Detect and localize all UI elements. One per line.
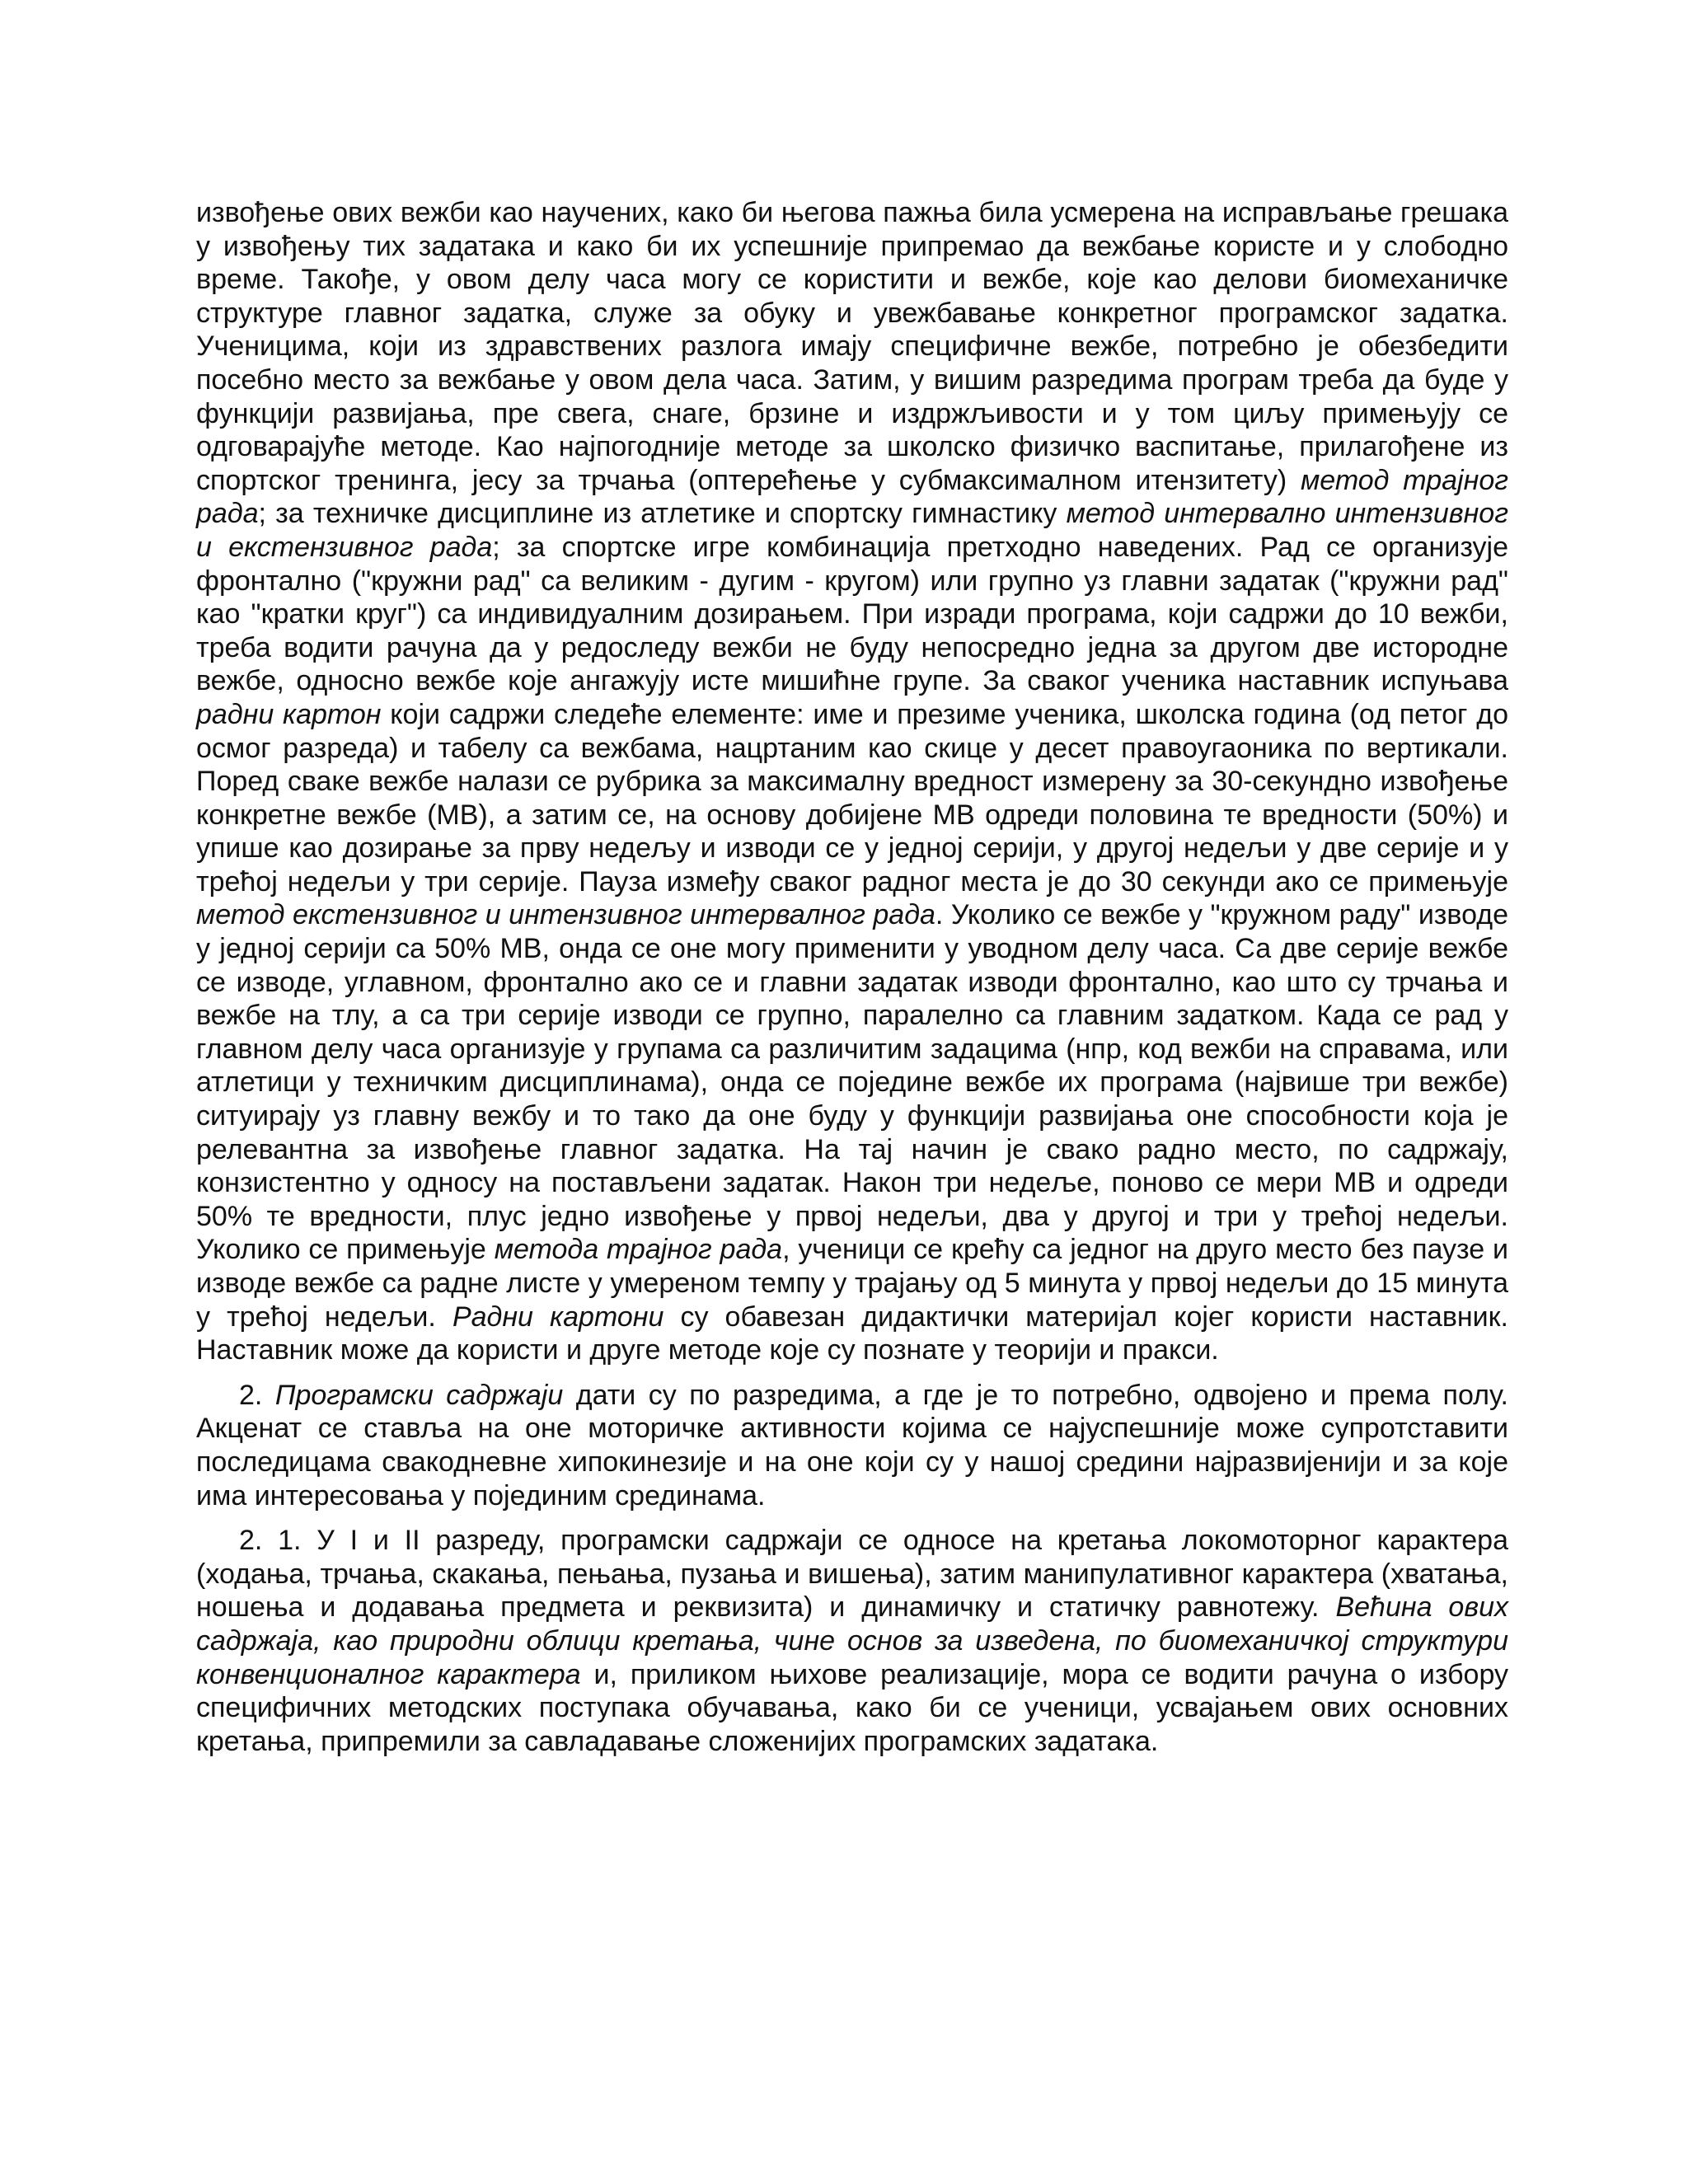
body-paragraph bbox=[196, 196, 1508, 1367]
text-run: , ученици се крећу са једног на друго место без паузе и изводе вежбе са радне листе у умереном темпу у трајању од 5 минута у првој недељи до 15 минута у трећој недељи. bbox=[196, 1234, 1509, 1333]
italic-phrase: Програмски садржаји bbox=[274, 1379, 564, 1411]
text-run: . Уколико се вежбе у "кружном раду" изводе у једној серији са 50% МВ, онда се оне могу применити у уводном делу часа. Са две серије вежбе се изводе, углавном, фронтално ако се и главни задатак изводи фронтално, као што су трчања и вежбе на тлу, а са три серије изводи се групно, паралелно са главним задатком. Када се рад у главном делу часа организује у групама са различитим задацима (нпр, код вежби на справама, или атлетици у техничким дисциплинама), онда се поједине вежбе их програма (највише три вежбе) ситуирају уз главну вежбу и то тако да оне буду у функцији развијања оне способности која је релевантна за извођење главног задатка. На тај начин је свако радно место, по садржају, конзистентно у односу на постављени задатак. Након три недеље, поново се мери МВ и одреди 50% те вредности, плус једно извођење у првој недељи, два у другој и три у трећој недељи. Уколико се примењује bbox=[196, 899, 1508, 1266]
text-run: 2. 1. У I и II разреду, програмски садржаји се односе на кретања локомоторног карактера (ходања, трчања, скакања, пењања, пузања и вишења), затим манипулативног карактера (хватања, ношења и додавања предмета и реквизита) и динамичку и статичку равнотежу. bbox=[196, 1525, 1508, 1624]
text-run: 2. bbox=[239, 1379, 275, 1411]
text-run: и, приликом њихове реализације, мора се водити рачуна о избору специфичних методских поступака обучавања, како би се ученици, усвајањем ових основних кретања, припремили за савладавање сложенијих програмских задатака. bbox=[196, 1658, 1508, 1757]
body-paragraph bbox=[196, 1379, 1508, 1512]
italic-phrase: метод интервално интензивног и екстензивног рада bbox=[196, 498, 1508, 563]
text-run: који садржи следеће елементе: име и презиме ученика, школска година (од петог до осмог разреда) и табелу са вежбама, нацртаним као скице у десет правоугаоника по вертикали. Поред сваке вежбе налази се рубрика за максималну вредност измерену за 30-секундно извођење конкретне вежбе (МВ), а затим се, на основу добијене МВ одреди половина те вредности (50%) и упише као дозирање за прву недељу и изводи се у једној серији, у другој недељи у две серије и у трећој недељи у три серије. Пауза између сваког радног места је до 30 секунди ако се примењује bbox=[196, 698, 1509, 898]
italic-phrase: радни картон bbox=[196, 698, 382, 730]
text-run: су обавезан дидактички материјал којег користи наставник. Наставник може да користи и друге методе које су познате у теорији и пракси. bbox=[196, 1301, 1508, 1366]
italic-phrase: Већина ових садржаја, као природни облици кретања, чине основ за изведена, по биомеханичкој структури конвенционалног карактера bbox=[196, 1591, 1508, 1690]
italic-phrase: метода трајног рада bbox=[494, 1234, 783, 1266]
italic-phrase: Радни картони bbox=[452, 1301, 664, 1333]
text-run: ; за техничке дисциплине из атлетике и спортску гимнастику bbox=[258, 498, 1067, 530]
text-run: ; за спортске игре комбинација претходно наведених. Рад се организује фронтално ("кружни рад" са великим - дугим - кругом) или групно уз главни задатак ("кружни рад" као "кратки круг") са индивидуалним дозирањем. При изради програма, који садржи до 10 вежби, треба водити рачуна да у редоследу вежби не буду непосредно једна за другом две истородне вежбе, односно вежбе које ангажују исте мишићне групе. За сваког ученика наставник испуњава bbox=[196, 531, 1508, 697]
document-page bbox=[196, 196, 1508, 1758]
text-run: извођење ових вежби као научених, како би његова пажња била усмерена на исправљање грешака у извођењу тих задатака и како би их успешније припремао да вежбање користе и у слободно време. Такође, у овом делу часа могу се користити и вежбе, које као делови биомеханичке структуре главног задатка, служе за обуку и увежбавање конкретног програмског задатка. Ученицима, који из здравствених разлога имају специфичне вежбе, потребно је обезбедити посебно место за вежбање у овом дела часа. Затим, у вишим разредима програм треба да буде у функцији развијања, пре свега, снаге, брзине и издржљивости и у том циљу примењују се одговарајуће методе. Као најпогодније методе за школско физичко васпитање, прилагођене из спортског тренинга, јесу за трчања (оптерећење у субмаксималном итензитету) bbox=[196, 197, 1508, 496]
text-run: дати су по разредима, а где је то потребно, одвојено и према полу. Акценат се ставља на оне моторичке активности којима се најуспешније може супротставити последицама свакодневне хипокинезије и на оне који су у нашој средини најразвијенији и за које има интересовања у појединим срединама. bbox=[196, 1379, 1508, 1511]
body-paragraph bbox=[196, 1524, 1508, 1758]
italic-phrase: метод трајног рада bbox=[196, 464, 1508, 530]
italic-phrase: метод екстензивног и интензивног интервалног рада bbox=[196, 899, 935, 931]
